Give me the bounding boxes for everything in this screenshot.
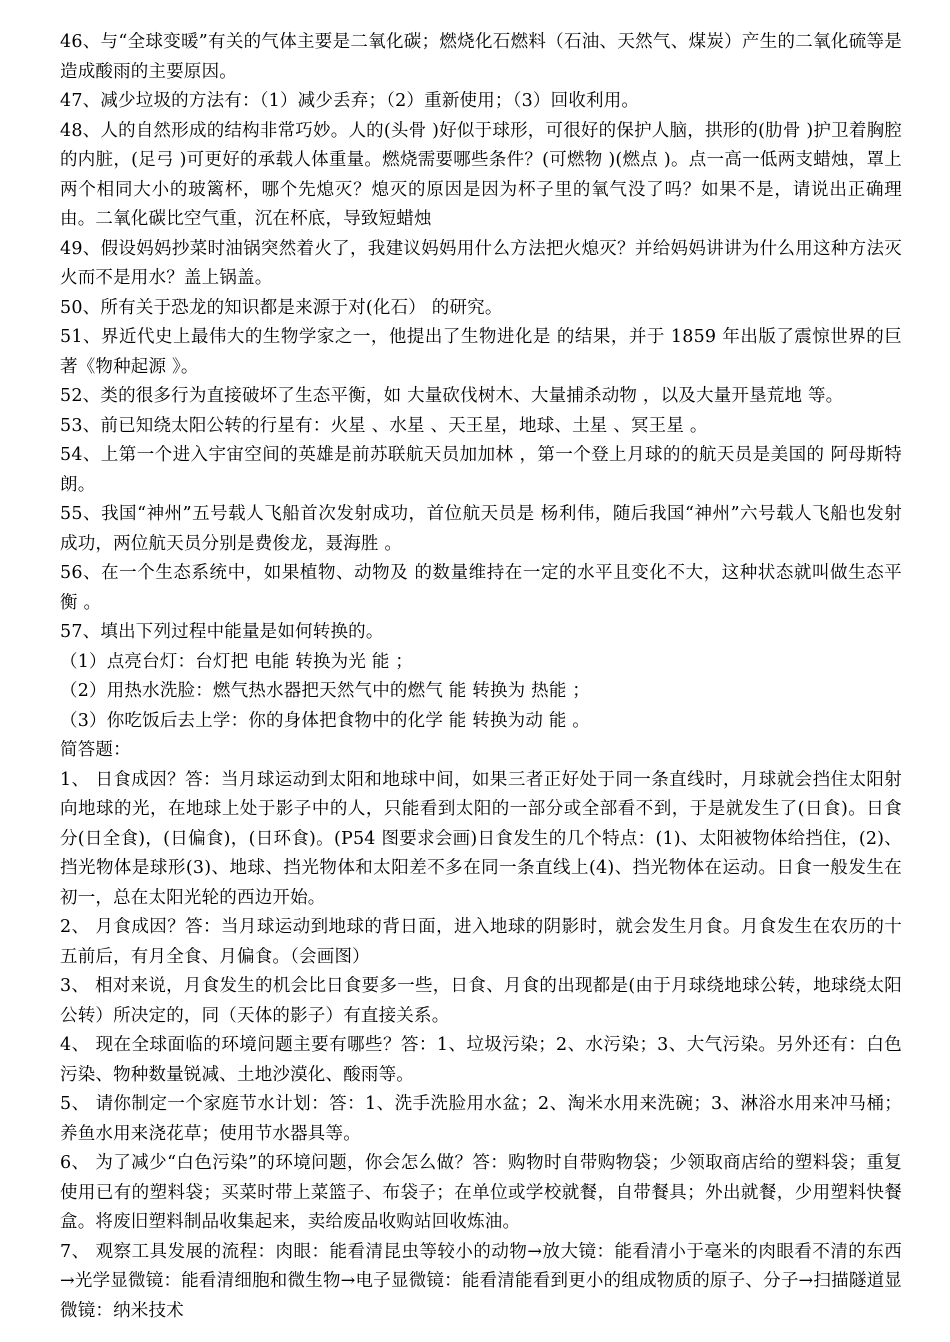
short-answer-7: 7、 观察工具发展的流程：肉眼：能看清昆虫等较小的动物→放大镜：能看清小于毫米的肉眼看不清的东西→光学显微镜：能看清细胞和微生物→电子显微镜：能看清能看到更小的组成物质的原子、分子→扫描隧道显微镜：纳米技术 xyxy=(60,1241,902,1321)
item-56: 56、在一个生态系统中，如果植物、动物及 的数量维持在一定的水平且变化不大，这种状态就叫做生态平衡 。 xyxy=(60,563,902,613)
item-54: 54、上第一个进入宇宙空间的英雄是前苏联航天员加加林 ，第一个登上月球的的航天员是美国的 阿母斯特朗。 xyxy=(60,445,902,495)
short-answer-5: 5、 请你制定一个家庭节水计划：答：1、洗手洗脸用水盆；2、淘米水用来洗碗；3、淋浴水用来冲马桶；养鱼水用来浇花草；使用节水器具等。 xyxy=(60,1094,902,1144)
item-57-sub-1: （1）点亮台灯：台灯把 电能 转换为光 能 ； xyxy=(60,651,413,672)
item-52: 52、类的很多行为直接破坏了生态平衡，如 大量砍伐树木、大量捕杀动物 ，以及大量开垦荒地 等。 xyxy=(60,386,844,406)
short-answer-1: 1、 日食成因？答：当月球运动到太阳和地球中间，如果三者正好处于同一条直线时，月球就会挡住太阳射向地球的光，在地球上处于影子中的人，只能看到太阳的一部分或全部看不到，于是就发生了(日食)。日食分(日全食)，(日偏食)，(日环食)。(P54 图要求会画)日食发生的几个特点：(1)、太阳被物体给挡住，(2)、挡光物体是球形(3)、地球、挡光物体和太阳差不多在同一条直线上(4)、挡光物体在运动。日食一般发生在初一，总在太阳光轮的西边开始。 xyxy=(60,769,902,908)
item-46: 46、与“全球变暖”有关的气体主要是二氧化碳；燃烧化石燃料（石油、天然气、煤炭）产生的二氧化硫等是造成酸雨的主要原因。 xyxy=(60,32,902,82)
item-49: 49、假设妈妈抄菜时油锅突然着火了，我建议妈妈用什么方法把火熄灭？并给妈妈讲讲为什么用这种方法灭火而不是用水？盖上锅盖。 xyxy=(60,238,902,288)
item-53: 53、前已知绕太阳公转的行星有：火星 、水星 、天王星，地球、土星 、冥王星 。 xyxy=(60,415,708,436)
short-answer-3: 3、 相对来说，月食发生的机会比日食要多一些，日食、月食的出现都是(由于月球绕地球公转，地球绕太阳公转）所决定的，同（天体的影子）有直接关系。 xyxy=(60,976,902,1026)
item-57-sub-2: （2）用热水洗脸：燃气热水器把天然气中的燃气 能 转换为 热能 ； xyxy=(60,681,590,701)
item-57-sub-3: （3）你吃饭后去上学：你的身体把食物中的化学 能 转换为动 能 。 xyxy=(60,710,590,731)
short-answer-2: 2、 月食成因？答：当月球运动到地球的背日面，进入地球的阴影时，就会发生月食。月食发生在农历的十五前后，有月全食、月偏食。（会画图） xyxy=(60,917,902,967)
item-51: 51、界近代史上最伟大的生物学家之一，他提出了生物进化是 的结果，并于 1859 年出版了震惊世界的巨著《物种起源 》。 xyxy=(60,327,902,377)
document-page xyxy=(60,28,902,1326)
short-answer-heading: 简答题： xyxy=(60,740,131,760)
item-48: 48、人的自然形成的结构非常巧妙。人的(头骨 )好似于球形，可很好的保护人脑，拱形的(肋骨 )护卫着胸腔的内脏，(足弓 )可更好的承载人体重量。燃烧需要哪些条件？(可燃物 )(燃点 )。点一高一低两支蜡烛，罩上两个相同大小的玻篱杯，哪个先熄灭？熄灭的原因是因为杯子里的氧气没了吗？如果不是，请说出正确理由。二氧化碳比空气重，沉在杯底，导致短蜡烛 xyxy=(60,120,902,229)
short-answer-6: 6、 为了减少“白色污染”的环境问题，你会怎么做？答：购物时自带购物袋；少领取商店给的塑料袋；重复使用已有的塑料袋；买菜时带上菜篮子、布袋子；在单位或学校就餐，自带餐具；外出就餐，少用塑料快餐盒。将废旧塑料制品收集起来，卖给废品收购站回收炼油。 xyxy=(60,1153,902,1232)
short-answer-4: 4、 现在全球面临的环境问题主要有哪些？答：1、垃圾污染；2、水污染；3、大气污染。另外还有：白色污染、物种数量锐减、土地沙漠化、酸雨等。 xyxy=(60,1035,902,1085)
item-50: 50、所有关于恐龙的知识都是来源于对(化石） 的研究。 xyxy=(60,297,503,318)
item-47: 47、减少垃圾的方法有：（1）减少丢弃；（2）重新使用；（3）回收利用。 xyxy=(60,91,640,111)
item-55: 55、我国“神州”五号载人飞船首次发射成功，首位航天员是 杨利伟，随后我国“神州”六号载人飞船也发射成功，两位航天员分别是费俊龙，聂海胜 。 xyxy=(60,504,902,554)
item-57: 57、填出下列过程中能量是如何转换的。 xyxy=(60,622,384,642)
